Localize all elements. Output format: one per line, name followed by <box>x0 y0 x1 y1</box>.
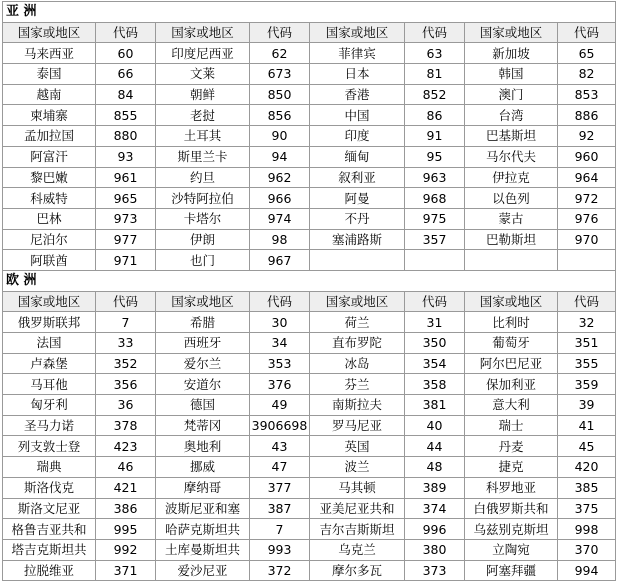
code-cell: 353 <box>250 353 310 374</box>
code-cell: 49 <box>250 395 310 416</box>
table-row <box>3 353 616 374</box>
region-title-row <box>3 270 616 291</box>
code-cell: 972 <box>558 188 616 209</box>
country-cell: 文莱 <box>156 64 250 85</box>
code-cell: 855 <box>96 105 156 126</box>
country-cell: 老挝 <box>156 105 250 126</box>
country-cell: 卢森堡 <box>3 353 96 374</box>
country-cell: 斯洛伐克 <box>3 477 96 498</box>
country-cell: 科罗地亚 <box>465 477 558 498</box>
country-cell: 比利时 <box>465 312 558 333</box>
country-cell: 保加利亚 <box>465 374 558 395</box>
code-cell: 421 <box>96 477 156 498</box>
country-cell: 阿曼 <box>310 188 405 209</box>
country-cell: 冰岛 <box>310 353 405 374</box>
country-cell: 芬兰 <box>310 374 405 395</box>
country-cell: 马尔代夫 <box>465 146 558 167</box>
code-cell: 357 <box>405 229 465 250</box>
header-code: 代码 <box>96 291 156 312</box>
code-cell: 43 <box>250 436 310 457</box>
country-cell <box>465 250 558 271</box>
code-cell: 377 <box>250 477 310 498</box>
code-cell: 371 <box>96 560 156 581</box>
code-cell: 970 <box>558 229 616 250</box>
code-cell: 98 <box>250 229 310 250</box>
country-cell: 列支敦士登 <box>3 436 96 457</box>
country-cell: 印度 <box>310 126 405 147</box>
code-cell: 886 <box>558 105 616 126</box>
table-row <box>3 229 616 250</box>
code-cell: 976 <box>558 208 616 229</box>
country-cell: 安道尔 <box>156 374 250 395</box>
header-code: 代码 <box>250 22 310 43</box>
code-cell: 992 <box>96 539 156 560</box>
country-cell: 格鲁吉亚共和 <box>3 519 96 540</box>
header-country: 国家或地区 <box>156 291 250 312</box>
country-cell: 南斯拉夫 <box>310 395 405 416</box>
code-cell: 963 <box>405 167 465 188</box>
country-cell: 斯洛文尼亚 <box>3 498 96 519</box>
country-cell: 西班牙 <box>156 333 250 354</box>
country-cell: 菲律宾 <box>310 43 405 64</box>
country-cell: 乌兹别克斯坦 <box>465 519 558 540</box>
header-code: 代码 <box>250 291 310 312</box>
country-cell: 奥地利 <box>156 436 250 457</box>
country-cell: 斯里兰卡 <box>156 146 250 167</box>
country-cell: 印度尼西亚 <box>156 43 250 64</box>
code-cell: 92 <box>558 126 616 147</box>
country-cell: 伊朗 <box>156 229 250 250</box>
table-row <box>3 436 616 457</box>
table-row <box>3 374 616 395</box>
table-row <box>3 146 616 167</box>
code-cell: 7 <box>250 519 310 540</box>
country-cell: 荷兰 <box>310 312 405 333</box>
code-cell: 372 <box>250 560 310 581</box>
country-cell: 俄罗斯联邦 <box>3 312 96 333</box>
country-cell: 波斯尼亚和塞 <box>156 498 250 519</box>
code-cell: 853 <box>558 84 616 105</box>
code-cell: 90 <box>250 126 310 147</box>
table-row <box>3 105 616 126</box>
country-cell: 乌克兰 <box>310 539 405 560</box>
code-cell: 965 <box>96 188 156 209</box>
country-cell: 卡塔尔 <box>156 208 250 229</box>
header-code: 代码 <box>96 22 156 43</box>
code-cell: 996 <box>405 519 465 540</box>
country-cell: 挪威 <box>156 457 250 478</box>
country-cell: 土库曼斯坦共 <box>156 539 250 560</box>
country-cell: 立陶宛 <box>465 539 558 560</box>
code-cell <box>558 250 616 271</box>
code-cell: 82 <box>558 64 616 85</box>
country-cell: 白俄罗斯共和 <box>465 498 558 519</box>
code-cell: 40 <box>405 415 465 436</box>
table-row <box>3 519 616 540</box>
code-cell: 385 <box>558 477 616 498</box>
column-header-row <box>3 22 616 43</box>
code-cell: 34 <box>250 333 310 354</box>
country-cell: 蒙古 <box>465 208 558 229</box>
code-cell: 359 <box>558 374 616 395</box>
code-cell: 355 <box>558 353 616 374</box>
code-cell: 32 <box>558 312 616 333</box>
code-cell: 3906698 <box>250 415 310 436</box>
country-cell: 澳门 <box>465 84 558 105</box>
code-cell: 386 <box>96 498 156 519</box>
table-row <box>3 188 616 209</box>
code-cell: 36 <box>96 395 156 416</box>
country-cell: 瑞士 <box>465 415 558 436</box>
code-cell: 95 <box>405 146 465 167</box>
code-cell: 964 <box>558 167 616 188</box>
code-cell: 977 <box>96 229 156 250</box>
country-code-table <box>2 1 616 581</box>
code-cell: 962 <box>250 167 310 188</box>
code-cell: 961 <box>96 167 156 188</box>
table-row <box>3 250 616 271</box>
code-cell: 39 <box>558 395 616 416</box>
code-cell: 45 <box>558 436 616 457</box>
country-cell: 日本 <box>310 64 405 85</box>
code-cell: 967 <box>250 250 310 271</box>
code-cell: 60 <box>96 43 156 64</box>
country-cell: 巴基斯坦 <box>465 126 558 147</box>
table-row <box>3 415 616 436</box>
country-cell: 瑞典 <box>3 457 96 478</box>
country-cell: 科威特 <box>3 188 96 209</box>
code-cell: 374 <box>405 498 465 519</box>
header-country: 国家或地区 <box>156 22 250 43</box>
country-cell: 以色列 <box>465 188 558 209</box>
country-cell: 孟加拉国 <box>3 126 96 147</box>
country-cell: 波兰 <box>310 457 405 478</box>
code-cell: 966 <box>250 188 310 209</box>
country-cell: 伊拉克 <box>465 167 558 188</box>
country-cell: 叙利亚 <box>310 167 405 188</box>
code-cell: 850 <box>250 84 310 105</box>
country-cell: 马来西亚 <box>3 43 96 64</box>
table-row <box>3 333 616 354</box>
country-cell: 中国 <box>310 105 405 126</box>
code-cell: 41 <box>558 415 616 436</box>
header-code: 代码 <box>405 22 465 43</box>
code-cell: 7 <box>96 312 156 333</box>
country-cell: 吉尔吉斯斯坦 <box>310 519 405 540</box>
region-title: 欧 洲 <box>3 270 616 291</box>
country-cell: 韩国 <box>465 64 558 85</box>
country-cell: 罗马尼亚 <box>310 415 405 436</box>
code-cell: 373 <box>405 560 465 581</box>
country-cell: 阿尔巴尼亚 <box>465 353 558 374</box>
country-cell: 英国 <box>310 436 405 457</box>
country-cell: 马其顿 <box>310 477 405 498</box>
country-cell: 泰国 <box>3 64 96 85</box>
code-cell: 48 <box>405 457 465 478</box>
table-row <box>3 126 616 147</box>
code-cell: 81 <box>405 64 465 85</box>
code-cell: 30 <box>250 312 310 333</box>
country-cell <box>310 250 405 271</box>
code-cell: 46 <box>96 457 156 478</box>
code-cell: 351 <box>558 333 616 354</box>
table-body <box>3 2 616 581</box>
country-cell: 拉脱维亚 <box>3 560 96 581</box>
country-cell: 土耳其 <box>156 126 250 147</box>
country-cell: 直布罗陀 <box>310 333 405 354</box>
country-code-sheet <box>2 1 616 581</box>
code-cell: 352 <box>96 353 156 374</box>
country-cell: 柬埔寨 <box>3 105 96 126</box>
code-cell: 66 <box>96 64 156 85</box>
code-cell: 423 <box>96 436 156 457</box>
code-cell: 378 <box>96 415 156 436</box>
country-cell: 阿塞拜疆 <box>465 560 558 581</box>
code-cell: 375 <box>558 498 616 519</box>
country-cell: 阿富汗 <box>3 146 96 167</box>
country-cell: 缅甸 <box>310 146 405 167</box>
code-cell: 86 <box>405 105 465 126</box>
header-country: 国家或地区 <box>3 291 96 312</box>
code-cell: 63 <box>405 43 465 64</box>
code-cell: 420 <box>558 457 616 478</box>
code-cell: 65 <box>558 43 616 64</box>
header-code: 代码 <box>405 291 465 312</box>
code-cell: 998 <box>558 519 616 540</box>
country-cell: 摩尔多瓦 <box>310 560 405 581</box>
header-country: 国家或地区 <box>465 22 558 43</box>
code-cell: 84 <box>96 84 156 105</box>
code-cell: 994 <box>558 560 616 581</box>
country-cell: 丹麦 <box>465 436 558 457</box>
code-cell <box>405 250 465 271</box>
code-cell: 993 <box>250 539 310 560</box>
code-cell: 975 <box>405 208 465 229</box>
country-cell: 台湾 <box>465 105 558 126</box>
table-row <box>3 208 616 229</box>
country-cell: 圣马力诺 <box>3 415 96 436</box>
code-cell: 974 <box>250 208 310 229</box>
country-cell: 尼泊尔 <box>3 229 96 250</box>
code-cell: 94 <box>250 146 310 167</box>
code-cell: 381 <box>405 395 465 416</box>
code-cell: 376 <box>250 374 310 395</box>
table-row <box>3 539 616 560</box>
table-row <box>3 457 616 478</box>
country-cell: 意大利 <box>465 395 558 416</box>
country-cell: 朝鲜 <box>156 84 250 105</box>
header-code: 代码 <box>558 291 616 312</box>
header-code: 代码 <box>558 22 616 43</box>
code-cell: 350 <box>405 333 465 354</box>
code-cell: 973 <box>96 208 156 229</box>
country-cell: 法国 <box>3 333 96 354</box>
code-cell: 44 <box>405 436 465 457</box>
table-row <box>3 395 616 416</box>
table-row <box>3 312 616 333</box>
code-cell: 380 <box>405 539 465 560</box>
country-cell: 也门 <box>156 250 250 271</box>
country-cell: 梵蒂冈 <box>156 415 250 436</box>
country-cell: 巴林 <box>3 208 96 229</box>
header-country: 国家或地区 <box>310 291 405 312</box>
country-cell: 越南 <box>3 84 96 105</box>
country-cell: 塔吉克斯坦共 <box>3 539 96 560</box>
country-cell: 爱尔兰 <box>156 353 250 374</box>
code-cell: 971 <box>96 250 156 271</box>
code-cell: 995 <box>96 519 156 540</box>
region-title-row <box>3 2 616 23</box>
table-row <box>3 43 616 64</box>
country-cell: 马耳他 <box>3 374 96 395</box>
code-cell: 358 <box>405 374 465 395</box>
country-cell: 希腊 <box>156 312 250 333</box>
code-cell: 673 <box>250 64 310 85</box>
country-cell: 阿联酋 <box>3 250 96 271</box>
code-cell: 33 <box>96 333 156 354</box>
country-cell: 捷克 <box>465 457 558 478</box>
code-cell: 968 <box>405 188 465 209</box>
country-cell: 爱沙尼亚 <box>156 560 250 581</box>
table-row <box>3 477 616 498</box>
code-cell: 356 <box>96 374 156 395</box>
table-row <box>3 64 616 85</box>
country-cell: 约旦 <box>156 167 250 188</box>
code-cell: 387 <box>250 498 310 519</box>
country-cell: 哈萨克斯坦共 <box>156 519 250 540</box>
country-cell: 葡萄牙 <box>465 333 558 354</box>
header-country: 国家或地区 <box>310 22 405 43</box>
code-cell: 354 <box>405 353 465 374</box>
country-cell: 亚美尼亚共和 <box>310 498 405 519</box>
code-cell: 62 <box>250 43 310 64</box>
header-country: 国家或地区 <box>465 291 558 312</box>
country-cell: 黎巴嫩 <box>3 167 96 188</box>
country-cell: 匈牙利 <box>3 395 96 416</box>
country-cell: 不丹 <box>310 208 405 229</box>
country-cell: 摩纳哥 <box>156 477 250 498</box>
country-cell: 塞浦路斯 <box>310 229 405 250</box>
country-cell: 香港 <box>310 84 405 105</box>
country-cell: 沙特阿拉伯 <box>156 188 250 209</box>
header-country: 国家或地区 <box>3 22 96 43</box>
region-title: 亚 洲 <box>3 2 616 23</box>
code-cell: 370 <box>558 539 616 560</box>
code-cell: 47 <box>250 457 310 478</box>
column-header-row <box>3 291 616 312</box>
table-row <box>3 167 616 188</box>
code-cell: 31 <box>405 312 465 333</box>
table-row <box>3 498 616 519</box>
country-cell: 巴勒斯坦 <box>465 229 558 250</box>
code-cell: 856 <box>250 105 310 126</box>
code-cell: 389 <box>405 477 465 498</box>
code-cell: 852 <box>405 84 465 105</box>
code-cell: 960 <box>558 146 616 167</box>
table-row <box>3 84 616 105</box>
country-cell: 德国 <box>156 395 250 416</box>
country-cell: 新加坡 <box>465 43 558 64</box>
code-cell: 93 <box>96 146 156 167</box>
code-cell: 91 <box>405 126 465 147</box>
code-cell: 880 <box>96 126 156 147</box>
table-row <box>3 560 616 581</box>
